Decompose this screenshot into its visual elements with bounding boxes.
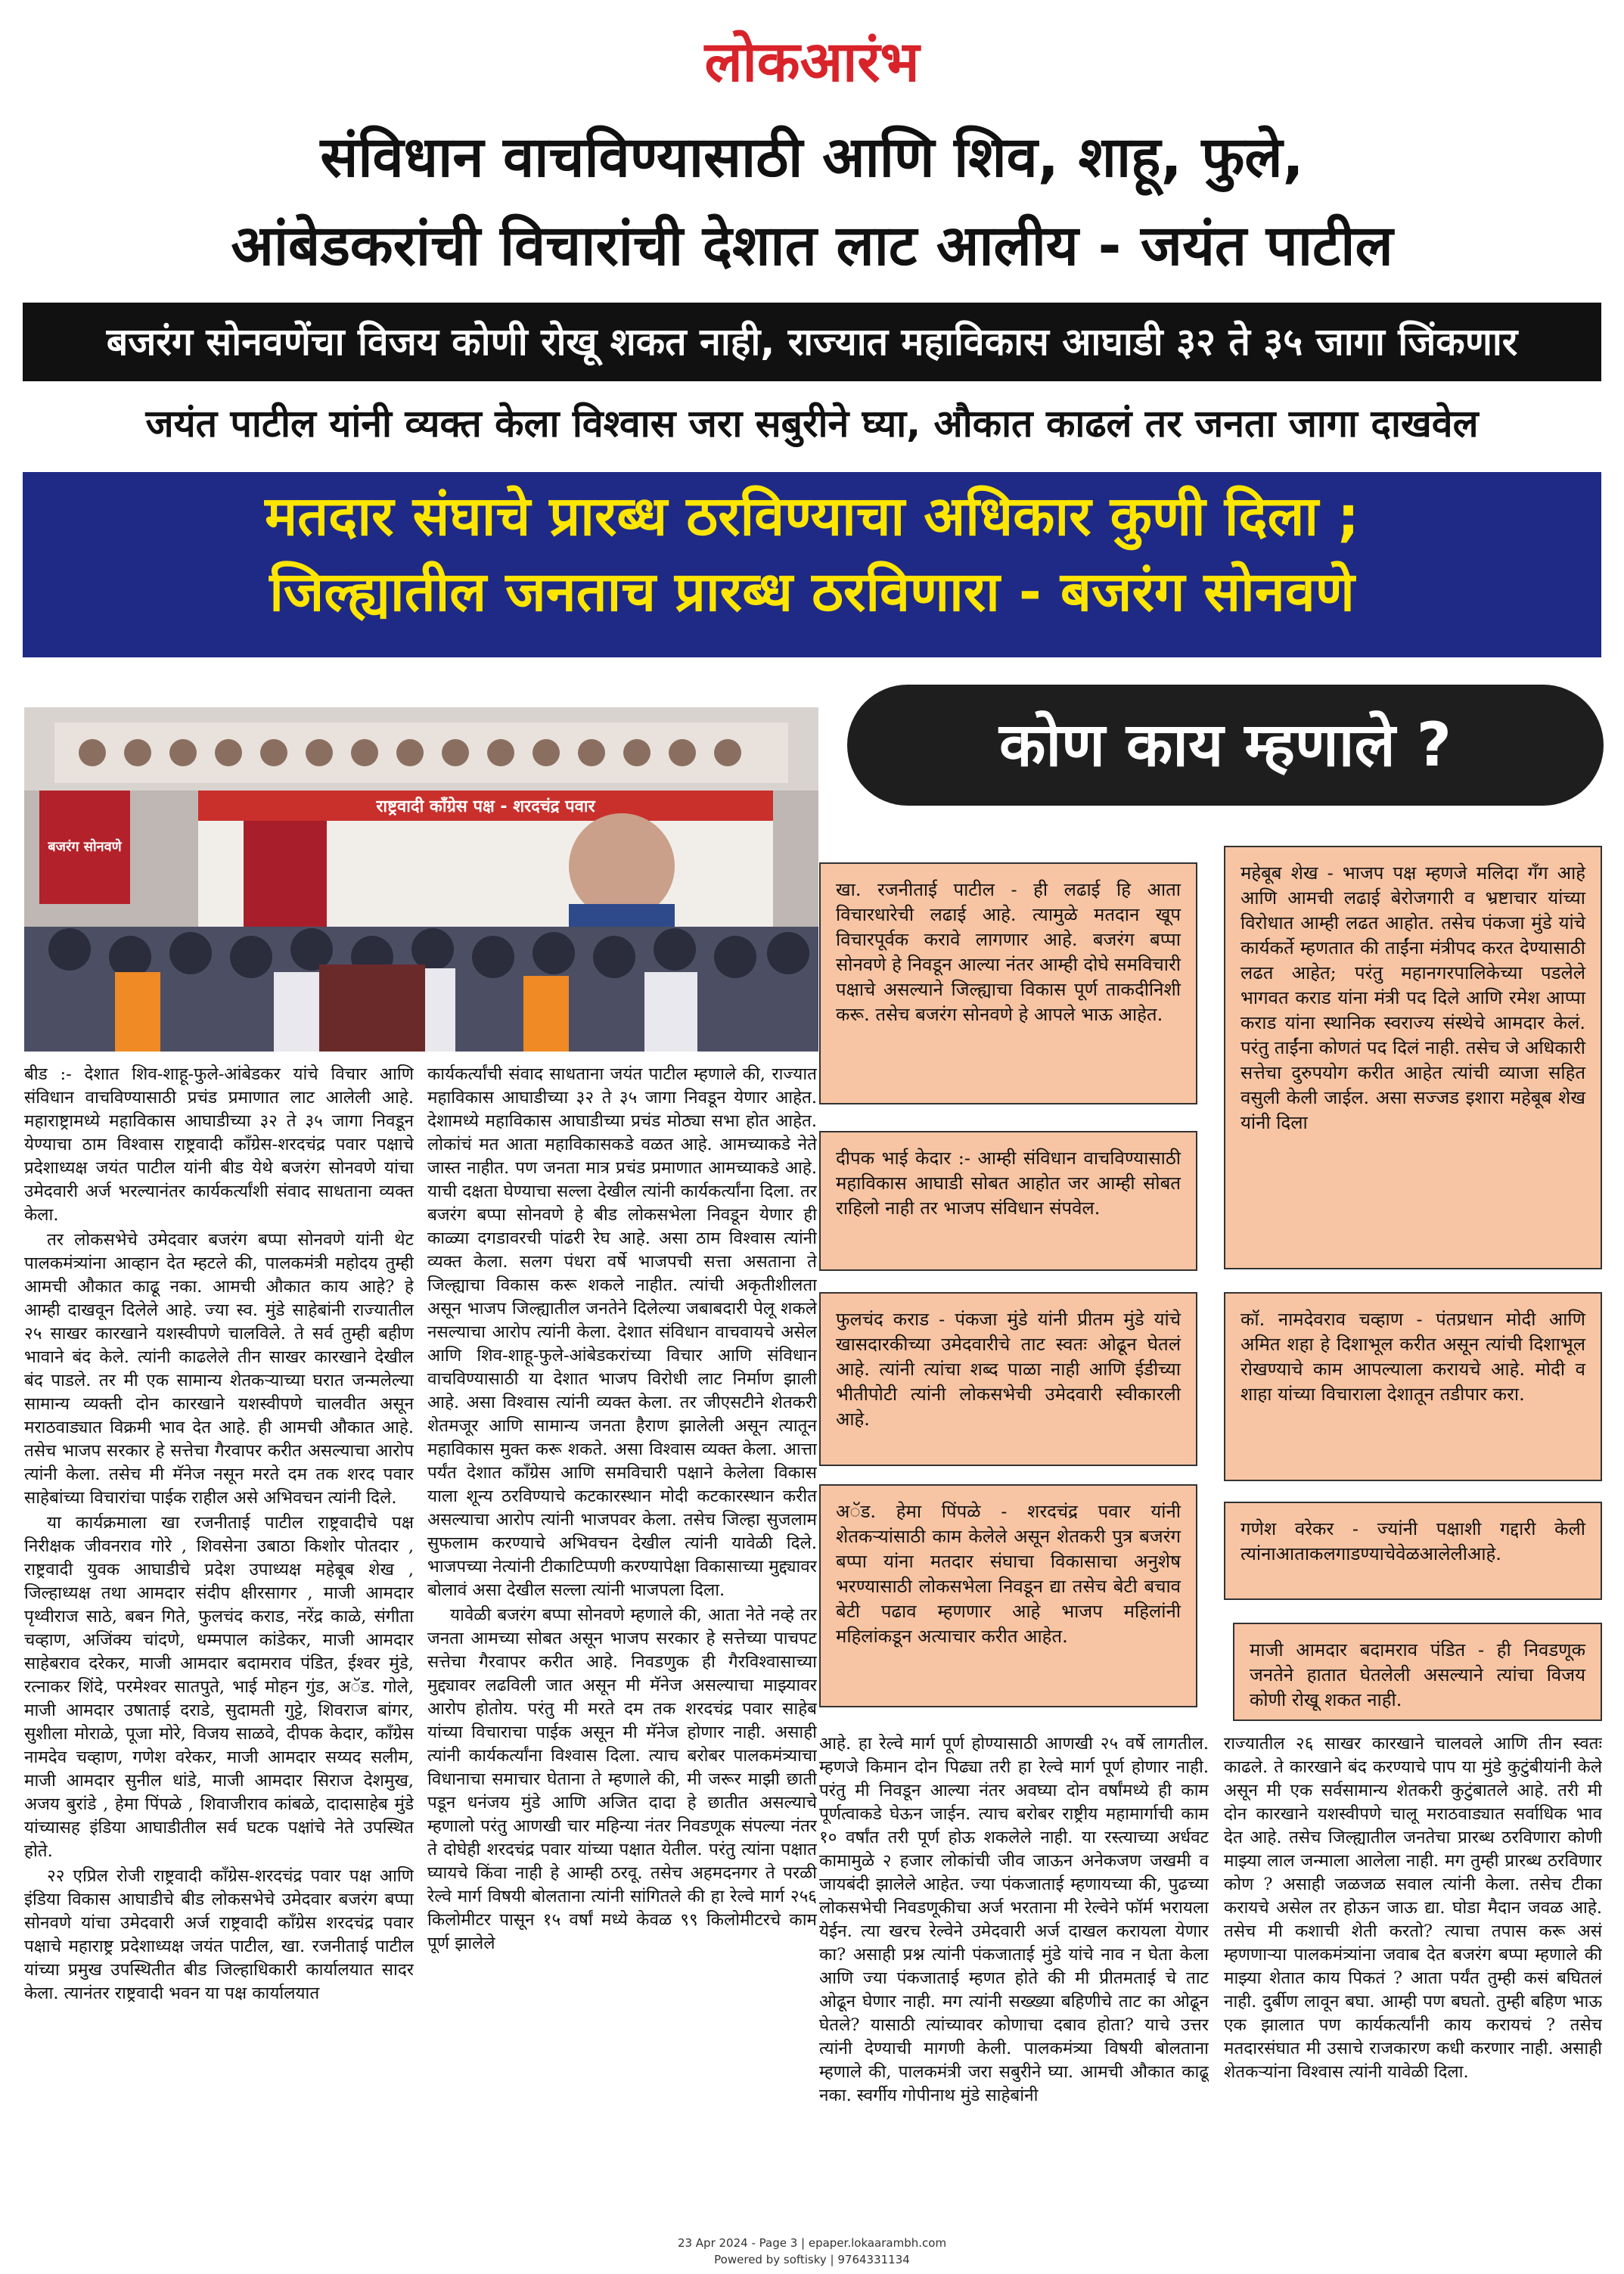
blue-headline-line2: जिल्ह्यातील जनताच प्रारब्ध ठरविणारा - बजरंग सोनवणे	[269, 560, 1355, 623]
footer-date-page: 23 Apr 2024 - Page 3 | epaper.lokaarambh.com	[677, 2236, 947, 2250]
photo-placard-text: बजरंग सोनवणे	[48, 839, 122, 855]
headline-blue-band	[23, 472, 1601, 657]
headline-main-line1: संविधान वाचविण्यासाठी आणि शिव, शाहू, फुले,	[320, 125, 1304, 190]
article-paragraph: या कार्यक्रमाला खा रजनीताई पाटील राष्ट्रवादीचे पक्ष निरीक्षक जीवनराव गोरे , शिवसेना उबाठा किशोर पोतदार , राष्ट्रवादी युवक आघाडीचे प्रदेश उपाध्यक्ष महेबूब शेख , जिल्हाध्यक्ष तथा आमदार संदीप क्षीरसागर , माजी आमदार पृथ्वीराज साठे, बबन गिते, फुलचंद कराड, नरेंद्र काळे, संगीता चव्हाण, अजिंक्य चांदणे, धम्मपाल कांडेकर, माजी आमदार साहेबराव दरेकर, माजी आमदार बदामराव पंडित, ईश्वर मुंडे, रत्नाकर शिंदे, परमेश्वर सातपुते, भाई मोहन गुंड, अॅड. गोले, माजी आमदार उषाताई दराडे, सुदामती गुट्टे, शिवराज बांगर, सुशीला मोराळे, पूजा मोरे, विजय साळवे, दीपक केदार, काँग्रेस नामदेव चव्हाण, गणेश वरेकर, माजी आमदार सय्यद सलीम, माजी आमदार सुनील धांडे, माजी आमदार सिराज देशमुख, अजय बुरांडे , हेमा पिंपळे , शिवाजीराव कांबळे, दादासाहेब मुंडे यांच्यासह इंडिया आघाडीतील सर्व घटक पक्षांचे नेते उपस्थित होते.	[24, 1513, 414, 1861]
quote-box-ganesh-varekar: गणेश वरेकर - ज्यांनी पक्षाशी गद्दारी केली त्यांनाआताकलगाडण्याचेवेळआलेलीआहे.	[1224, 1502, 1602, 1600]
article-paragraph: राज्यातील २६ साखर कारखाने चालवले आणि तीन स्वतः काढले. ते कारखाने बंद करण्याचे पाप या मुंडे कुटुंबीयांनी केले असून मी एक सर्वसामान्य शेतकरी कुटुंबातले आहे. तरी मी दोन कारखाने यशस्वीपणे चालू मराठवाड्यात सर्वाधिक भाव देत आहे. तसेच जिल्ह्यातील जनतेचा प्रारब्ध ठरविणारा कोणी माझ्या लाल जन्माला आलेला नाही. मग तुम्ही प्रारब्ध ठरविणार कोण ? असाही जळजळ सवाल त्यांनी केला. तसेच टीका करायचे असेल तर होऊन जाऊ द्या. घोडा मैदान जवळ आहे. तसेच मी कशाची शेती करतो? त्याचा तपास करू असं म्हणणाऱ्या पालकमंत्र्यांना जवाब देत बजरंग बप्पा म्हणाले की माझ्या शेतात काय पिकतं ? आता पर्यंत तुम्ही कसं बघितलं नाही. दुर्बीण लावून बघा. आम्ही पण बघतो. तुम्ही बहिण भाऊ एक झालात पण कार्यकर्त्यांनी काय करायचं ? तसेच मतदारसंघात मी उसाचे राजकारण कधी करणार नाही. असाही शेतकऱ्यांना विश्वास त्यांनी यावेळी दिला.	[1224, 1734, 1602, 2082]
article-column-1	[24, 1063, 414, 2217]
sidebar-title-pill: कोण काय म्हणाले ?	[847, 685, 1604, 806]
event-photo	[24, 707, 818, 1052]
article-column-2	[427, 1063, 817, 2217]
article-paragraph: कार्यकर्त्यांची संवाद साधताना जयंत पाटील म्हणाले की, राज्यात महाविकास आघाडीच्या ३२ ते ३५ जागा निवडून येणार आहेत. देशामध्ये महाविकास आघाडीच्या प्रचंड मोठ्या सभा होत आहेत. लोकांचं मत आता महाविकासकडे वळत आहे. आमच्याकडे नेते जास्त नाहीत. पण जनता मात्र प्रचंड प्रमाणात आमच्याकडे आहे. याची दक्षता घेण्याचा सल्ला देखील त्यांनी कार्यकर्त्यांना दिला. तर बजरंग बप्पा सोनवणे हे बीड लोकसभेला निवडून येणार ही काळ्या दगडावरची पांढरी रेघ आहे. असा ठाम विश्वास त्यांनी व्यक्त केला. सलग पंधरा वर्षे भाजपची सत्ता असताना ते जिल्ह्याचा विकास करू शकले नाहीत. त्यांची अकृतीशीलता असून भाजप जिल्ह्यातील जनतेने दिलेल्या जबाबदारी पेलू शकले नसल्याचा आरोप त्यांनी केला. देशात संविधान वाचवायचे असेल आणि शिव-शाहू-फुले-आंबेडकरांच्या विचार आणि संविधान वाचविण्यासाठी या देशात भाजप विरोधी लाट निर्माण झाली आहे. असा विश्वास त्यांनी व्यक्त केला. तर जीएसटीने शेतकरी शेतमजूर आणि सामान्य जनता हैराण झालेली असून त्यातून महाविकास मुक्त करू शकते. असा विश्वास व्यक्त केला. आत्ता पर्यंत देशात काँग्रेस आणि समविचारी पक्षाने केलेला विकास याला शून्य ठरविण्याचे कटकारस्थान मोदी कटकारस्थान करीत असल्याचा आरोप त्यांनी भाजपवर केला. तसेच जिल्हा सुजलाम सुफलाम करण्याचे अभिवचन देखील त्यांनी यावेळी दिले. भाजपच्या नेत्यांनी टीकाटिप्पणी करण्यापेक्षा विकासाच्या मुद्द्यावर बोलावं असा देखील सल्ला त्यांनी भाजपला दिला.	[427, 1064, 817, 1600]
quote-box-fulchand-karad: फुलचंद कराड - पंकजा मुंडे यांनी प्रीतम मुंडे यांचे खासदारकीच्या उमेदवारीचे ताट स्वतः ओढून घेतलं आहे. त्यांनी त्यांचा शब्द पाळा नाही आणि ईडीच्या भीतीपोटी त्यांनी लोकसभेची उमेदवारी स्वीकारली आहे.	[819, 1292, 1197, 1466]
quote-box-hema-pimple: अॅड. हेमा पिंपळे - शरदचंद्र पवार यांनी शेतकऱ्यांसाठी काम केलेले असून शेतकरी पुत्र बजरंग बप्पा यांना मतदार संघाचा विकासाचा अनुशेष भरण्यासाठी लोकसभेला निवडून द्या तसेच बेटी बचाव बेटी पढाव म्हणणार आहे भाजप महिलांनी महिलांकडून अत्याचार करीत आहेत.	[819, 1484, 1197, 1707]
article-paragraph: आहे. हा रेल्वे मार्ग पूर्ण होण्यासाठी आणखी २५ वर्षे लागतील. म्हणजे किमान दोन पिढ्या तरी हा रेल्वे मार्ग पूर्ण होणार नाही. परंतु मी निवडून आल्या नंतर अवघ्या दोन वर्षांमध्ये ही काम पूर्णत्वाकडे घेऊन जाईन. त्याच बरोबर राष्ट्रीय महामार्गाची काम १० वर्षांत तरी पूर्ण होऊ शकलेले नाही. या रस्त्याच्या अर्धवट कामामुळे २ हजार लोकांची जीव जाऊन अनेकजण जखमी व जायबंदी झालेले आहेत. ज्या पंकजाताई म्हणायच्या की, पुढच्या लोकसभेची निवडणूकीचा अर्ज भरताना मी रेल्वेने फॉर्म भरायला येईन. त्या खरच रेल्वेने उमेदवारी अर्ज दाखल करायला येणार का? असाही प्रश्न त्यांनी पंकजाताई मुंडे यांचे नाव न घेता केला आणि ज्या पंकजाताई म्हणत होते की मी प्रीतमताई चे ताट ओढून घेणार नाही. मग त्यांनी सख्ख्या बहिणीचे ताट का ओढून घेतले? यासाठी त्यांच्यावर कोणाचा दबाव होता? याचे उत्तर त्यांनी देण्याची मागणी केली. पालकमंत्र्या विषयी बोलताना म्हणाले की, पालकमंत्री जरा सबुरीने घ्या. आमची औकात काढू नका. स्वर्गीय गोपीनाथ मुंडे साहेबांनी	[819, 1734, 1209, 2105]
quote-box-mehboob-shaikh: महेबूब शेख - भाजप पक्ष म्हणजे मलिदा गॅंग आहे आणि आमची लढाई बेरोजगारी व भ्रष्टाचार यांच्या विरोधात आम्ही लढत आहोत. तसेच पंकजा मुंडे यांचे कार्यकर्ते म्हणतात की ताईंना मंत्रीपद करत देण्यासाठी लढत आहेत; परंतु महानगरपालिकेच्या पडलेले भागवत कराड यांना मंत्री पद दिले आणि रमेश आप्पा कराड यांना स्थानिक स्वराज्य संस्थेचे आमदार केलं. परंतु ताईंना कोणतं पद दिलं नाही. तसेच जे अधिकारी सत्तेचा दुरुपयोग करीत आहेत त्यांची व्याजा सहित वसुली केली जाईल. असा सज्जड इशारा महेबूब शेख यांनी दिला	[1224, 846, 1602, 1269]
article-column-3	[819, 1732, 1209, 2217]
quote-box-namdevrao-chavan: कॉ. नामदेवराव चव्हाण - पंतप्रधान मोदी आणि अमित शहा हे दिशाभूल करीत असून त्यांची दिशाभूल रोखण्याचे काम आपल्याला करायचे आहे. मोदी व शाहा यांच्या विचाराला देशातून तडीपार करा.	[1224, 1292, 1602, 1481]
footer-powered-by: Powered by softisky | 9764331134	[714, 2253, 910, 2266]
quote-box-rajani-patil: खा. रजनीताई पाटील - ही लढाई हि आता विचारधारेची लढाई आहे. त्यामुळे मतदान खूप विचारपूर्वक करावे लागणार आहे. बजरंग बप्पा सोनवणे हे निवडून आल्या नंतर आम्ही दोघे समविचारी पक्षाचे असल्याने जिल्ह्याचा विकास पूर्ण ताकदीनिशी करू. तसेच बजरंग सोनवणे हे आपले भाऊ आहेत.	[819, 862, 1197, 1104]
photo-banner-text: राष्ट्रवादी काँग्रेस पक्ष - शरदचंद्र पवार	[376, 797, 595, 816]
event-photo-illustration	[24, 707, 818, 1052]
article-paragraph: तर लोकसभेचे उमेदवार बजरंग बप्पा सोनवणे यांनी थेट पालकमंत्र्यांना आव्हान देत म्हटले की, पालकमंत्री महोदय तुम्ही आमची औकात काढू नका. आमची औकात काय आहे? हे आम्ही दाखवून दिलेले आहे. ज्या स्व. मुंडे साहेबांनी राज्यातील २५ साखर कारखाने यशस्वीपणे चालविले. ते सर्व तुम्ही बहीण भावाने बंद केले. त्यांनी काढलेले तीन साखर कारखाने देखील बंद पाडले. तर मी एक सामान्य शेतकऱ्याच्या घरात जन्मलेल्या सामान्य व्यक्ती दोन कारखाने यशस्वीपणे चालवीत असून मराठवाड्यात विक्रमी भाव देत आहे. ही आमची औकात आहे. तसेच भाजप सरकार हे सत्तेचा गैरवापर करीत असल्याचा आरोप त्यांनी केला. तसेच मी मॅनेज नसून मरते दम तक शरद पवार साहेबांच्या विचारांचा पाईक राहील असे अभिवचन त्यांनी दिले.	[24, 1230, 414, 1508]
quote-box-badamrao-pandit: माजी आमदार बदामराव पंडित - ही निवडणूक जनतेने हातात घेतलेली असल्याने त्यांचा विजय कोणी रोखू शकत नाही.	[1233, 1623, 1602, 1721]
article-paragraph: यावेळी बजरंग बप्पा सोनवणे म्हणाले की, आता नेते नव्हे तर जनता आमच्या सोबत असून भाजप सरकार हे सत्तेच्या पाचपट सत्तेचा गैरवापर करीत आहे. निवडणुक ही गैरविश्वासाच्या मुद्द्यावर लढविली जात असून मी मॅनेज असल्याचा माझ्यावर आरोप होतोय. परंतु मी मरते दम तक शरदचंद्र पवार साहेब यांच्या विचाराचा पाईक असून मी मॅनेज होणार नाही. असाही त्यांनी कार्यकर्त्यांना विश्वास दिला. त्याच बरोबर पालकमंत्र्याचा विधानाचा समाचार घेताना ते म्हणाले की, मी जरूर माझी छाती पडून धनंजय मुंडे आणि अजित दादा हे छातीत असल्याचे म्हणालो परंतु आणखी चार महिन्या नंतर निवडणूक संपल्या नंतर ते दोघेही शरदचंद्र पवार यांच्या पक्षात येतील. परंतु त्यांना पक्षात घ्यायचे किंवा नाही हे आम्ही ठरवू. तसेच अहमदनगर ते परळी रेल्वे मार्ग विषयी बोलताना त्यांनी सांगितले की हा रेल्वे मार्ग २५६ किलोमीटर पासून १५ वर्षां मध्ये केवळ ९९ किलोमीटरचे काम पूर्ण झालेले	[427, 1605, 817, 1953]
blue-headline-line1: मतदार संघाचे प्रारब्ध ठरविण्याचा अधिकार कुणी दिला ;	[265, 484, 1359, 548]
article-paragraph: २२ एप्रिल रोजी राष्ट्रवादी काँग्रेस-शरदचंद्र पवार पक्ष आणि इंडिया विकास आघाडीचे बीड लोकसभेचे उमेदवार बजरंग बप्पा सोनवणे यांचा उमेदवारी अर्ज राष्ट्रवादी काँग्रेस शरदचंद्र पवार पक्षाचे महाराष्ट्र प्रदेशाध्यक्ष जयंत पाटील, खा. रजनीताई पाटील यांच्या प्रमुख उपस्थितीत बीड जिल्हाधिकारी कार्यालयात सादर केला. त्यानंतर राष्ट्रवादी भवन या पक्ष कार्यालयात	[24, 1866, 414, 2003]
headline-main-line2: आंबेडकरांची विचारांची देशात लाट आलीय - जयंत पाटील	[231, 213, 1393, 278]
subheadline-black-band: बजरंग सोनवणेंचा विजय कोणी रोखू शकत नाही, राज्यात महाविकास आघाडी ३२ ते ३५ जागा जिंकणार	[23, 303, 1601, 381]
subheadline-white: जयंत पाटील यांनी व्यक्त केला विश्वास जरा सबुरीने घ्या, औकात काढलं तर जनता जागा दाखवेल	[145, 402, 1479, 446]
quote-box-deepak-kedar: दीपक भाई केदार :- आम्ही संविधान वाचविण्यासाठी महाविकास आघाडी सोबत आहोत जर आम्ही सोबत राहिलो नाही तर भाजप संविधान संपवेल.	[819, 1131, 1197, 1271]
masthead-logo: लोकआरंभ	[704, 30, 920, 95]
article-paragraph: बीड :- देशात शिव-शाहू-फुले-आंबेडकर यांचे विचार आणि संविधान वाचविण्यासाठी प्रचंड प्रमाणात लाट आलेली आहे. महाराष्ट्रामध्ये महाविकास आघाडीच्या ३२ ते ३५ जागा निवडून येण्याचा ठाम विश्वास राष्ट्रवादी काँग्रेस-शरदचंद्र पवार पक्षाचे प्रदेशाध्यक्ष जयंत पाटील यांनी बीड येथे बजरंग सोनवणे यांचा उमेदवारी अर्ज भरल्यानंतर कार्यकर्त्यांशी संवाद साधताना व्यक्त केला.	[24, 1064, 414, 1225]
article-column-4	[1224, 1732, 1602, 2217]
